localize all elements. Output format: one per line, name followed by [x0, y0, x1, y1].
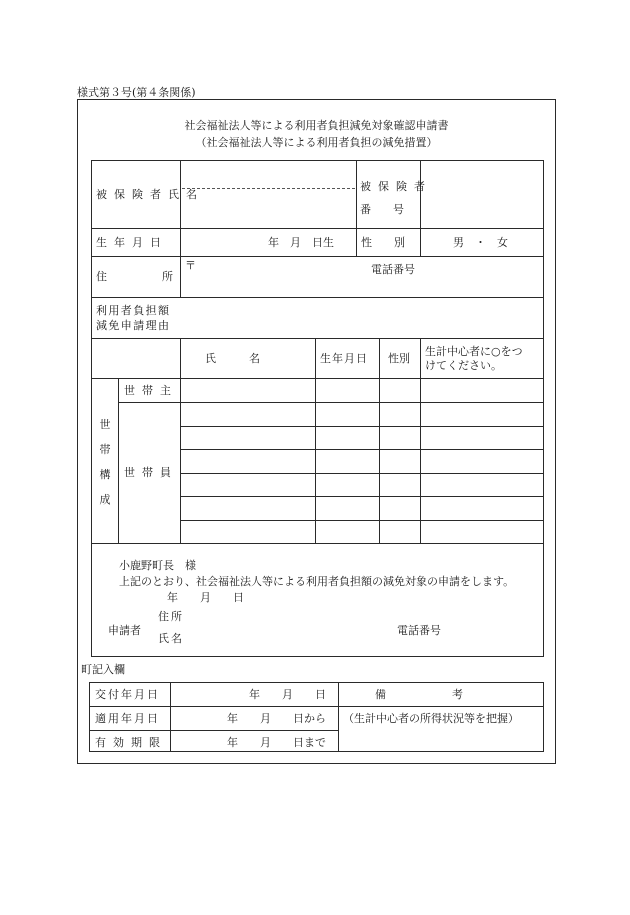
office-section-heading: 町記入欄: [81, 663, 125, 676]
name-furigana-line: [182, 188, 355, 189]
col-note-header: 生計中心者に○をつ: [425, 345, 523, 358]
remarks-label: 備 考: [375, 688, 463, 701]
remarks-field[interactable]: [340, 730, 542, 750]
valid-until-value[interactable]: 年 月 日まで: [227, 736, 326, 749]
col-sex-header: 性別: [388, 352, 410, 365]
applicant-name-label: 氏名: [158, 632, 184, 645]
address-field[interactable]: [182, 272, 542, 295]
household-head-label: 世帯主: [124, 384, 178, 397]
col-birth-header: 生年月日: [320, 352, 368, 365]
insured-name-field[interactable]: [182, 190, 354, 226]
issue-date-label: 交付年月日: [95, 688, 160, 701]
insured-number-label-2: 番 号: [360, 203, 404, 216]
apply-date-value[interactable]: 年 月 日から: [227, 712, 326, 725]
reason-label: 利用者負担額: [96, 304, 171, 317]
col-name-header: 氏 名: [205, 352, 260, 365]
household-member-label: 世帯員: [124, 466, 178, 479]
reason-field[interactable]: [182, 299, 542, 336]
declaration-date[interactable]: 年 月 日: [167, 591, 244, 604]
applicant-label: 申請者: [108, 624, 141, 637]
insured-name-label: 被保険者氏名: [96, 188, 204, 201]
phone-label: 電話番号: [371, 263, 415, 276]
reason-label-2: 減免申請理由: [96, 319, 171, 332]
addressee: 小鹿野町長 様: [119, 559, 196, 572]
sex-options[interactable]: 男 ・ 女: [453, 236, 508, 249]
form-number: 様式第３号(第４条関係): [77, 86, 196, 99]
household-side-label-1: 世: [99, 418, 111, 431]
birth-label: 生年月日: [96, 236, 168, 249]
insured-number-label: 被保険者: [360, 180, 432, 193]
household-member-name-cells[interactable]: [181, 404, 314, 542]
form-subtitle: （社会福祉法人等による利用者負担の減免措置）: [195, 136, 438, 149]
declaration-statement: 上記のとおり、社会福祉法人等による利用者負担額の減免対象の申請をします。: [119, 575, 515, 588]
apply-date-label: 適用年月日: [95, 712, 160, 725]
form-title: 社会福祉法人等による利用者負担減免対象確認申請書: [184, 119, 449, 132]
remarks-note: （生計中心者の所得状況等を把握）: [343, 712, 519, 725]
postal-mark: 〒: [185, 259, 196, 272]
applicant-address-label: 住所: [158, 610, 184, 623]
address-label: 住: [96, 270, 107, 283]
insured-number-field[interactable]: [422, 162, 542, 226]
applicant-phone-label: 電話番号: [397, 624, 441, 637]
birth-value[interactable]: 年 月 日生: [268, 236, 334, 249]
col-note-header-2: けてください。: [425, 359, 502, 372]
household-head-name-cell[interactable]: [181, 380, 314, 401]
valid-until-label: 有効期限: [95, 736, 167, 749]
household-side-label-4: 成: [99, 493, 111, 506]
sex-label: 性 別: [361, 236, 405, 249]
issue-date-value[interactable]: 年 月 日: [249, 688, 326, 701]
address-label-2: 所: [162, 270, 173, 283]
household-side-label-2: 帯: [99, 443, 111, 456]
household-side-label-3: 構: [99, 468, 111, 481]
